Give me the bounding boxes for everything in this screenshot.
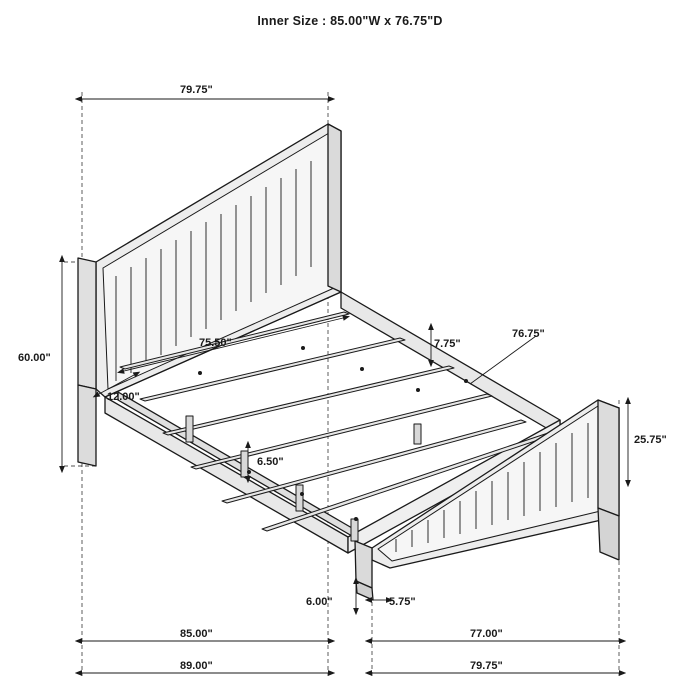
dim-label-slat-gap: 7.75" <box>434 338 461 350</box>
dim-label-inner-depth: 76.75" <box>512 328 545 340</box>
dim-label-slat-height: 6.50" <box>257 456 284 468</box>
headboard-inner-face <box>103 133 334 389</box>
dim-label-overall-width: 79.75" <box>470 660 503 672</box>
front-left-post <box>355 541 372 588</box>
dimension-lines <box>62 99 628 673</box>
dim-label-foot-leg-width: 5.75" <box>389 596 416 608</box>
front-right-leg <box>598 508 619 560</box>
dim-label-rail-length: 75.50" <box>199 337 232 349</box>
front-right-post <box>598 400 619 516</box>
dim-label-overall-length: 89.00" <box>180 660 213 672</box>
dim-label-overall-height: 60.00" <box>18 352 51 364</box>
rear-right-post <box>328 124 341 292</box>
bed-frame <box>78 124 619 600</box>
dim-label-bed-width-right: 77.00" <box>470 628 503 640</box>
dim-label-leg-offset: 12.00" <box>107 391 140 403</box>
page-title: Inner Size : 85.00"W x 76.75"D <box>257 14 443 28</box>
far-side-rail <box>341 292 560 436</box>
dim-label-headboard-width: 79.75" <box>180 84 213 96</box>
rear-left-leg <box>78 385 96 466</box>
dim-label-footboard-height: 25.75" <box>634 434 667 446</box>
rear-left-post <box>78 258 96 389</box>
dim-label-bed-length-left: 85.00" <box>180 628 213 640</box>
dim-label-foot-clearance: 6.00" <box>306 596 333 608</box>
